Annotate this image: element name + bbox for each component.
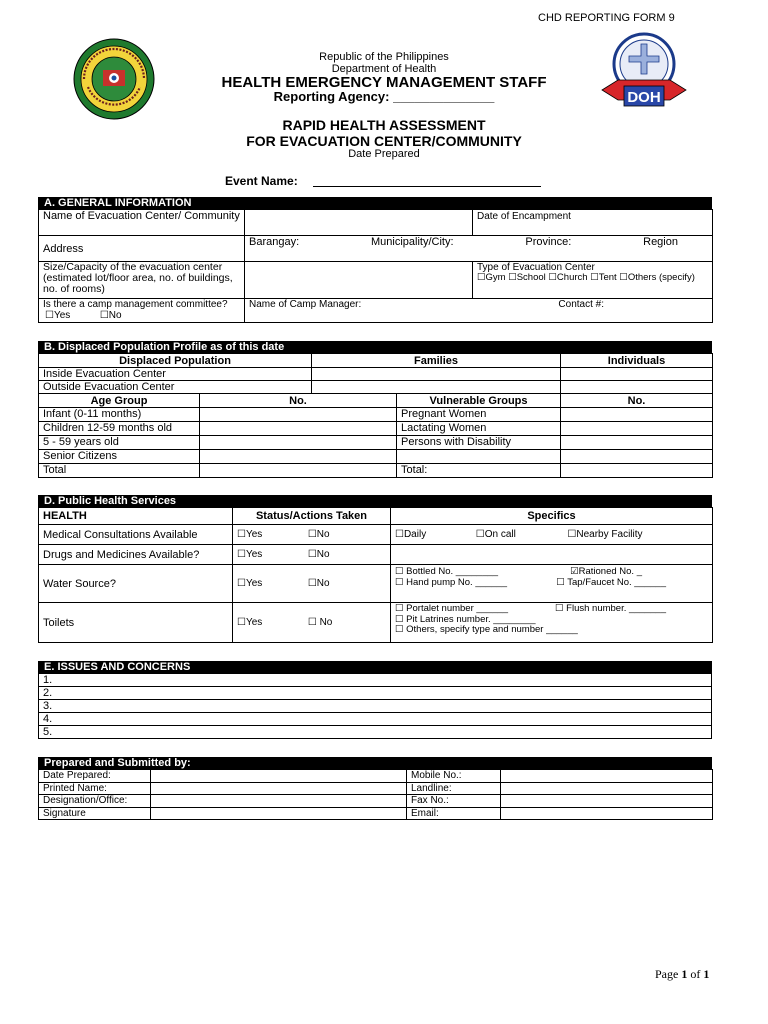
col-families: Families — [312, 354, 561, 368]
size-capacity-field[interactable] — [245, 262, 473, 299]
header-republic: Republic of the Philippines — [319, 51, 449, 63]
mobile-label: Mobile No.: — [407, 770, 501, 783]
col-health: HEALTH — [39, 508, 233, 525]
section-issues-concerns — [38, 661, 712, 739]
email-label: Email: — [407, 807, 501, 820]
on-call-checkbox[interactable]: ☐On call — [475, 528, 516, 540]
barangay-label: Barangay: — [249, 236, 300, 248]
vulnerable-row-field[interactable] — [561, 408, 713, 422]
age-row-field[interactable] — [200, 422, 397, 436]
page-of: of — [687, 967, 704, 981]
vulnerable-row-field[interactable] — [561, 436, 713, 450]
size-capacity-label: Size/Capacity of the evacuation center (estimated lot/floor area, no. of buildings, no. of rooms) — [39, 262, 245, 299]
form-code: CHD REPORTING FORM 9 — [538, 12, 675, 24]
committee-no-checkbox[interactable]: ☐No — [99, 310, 122, 321]
address-field[interactable] — [245, 236, 713, 262]
municipality-label: Municipality/City: — [371, 236, 454, 248]
bottled-checkbox[interactable]: ☐ Bottled No. ________ — [395, 566, 499, 577]
water-yes-checkbox[interactable]: ☐Yes — [237, 577, 263, 589]
daily-checkbox[interactable]: ☐Daily — [395, 528, 427, 540]
type-evac-center-options[interactable]: ☐Gym ☐School ☐Church ☐Tent ☐Others (specify) — [477, 272, 695, 283]
vulnerable-row-field[interactable] — [561, 450, 713, 464]
contact-label: Contact #: — [558, 299, 604, 310]
vulnerable-row-field[interactable] — [561, 422, 713, 436]
col-status-actions: Status/Actions Taken — [233, 508, 391, 525]
drugs-yes-checkbox[interactable]: ☐Yes — [237, 548, 263, 560]
doh-logo-text: DOH — [627, 89, 661, 106]
tap-faucet-checkbox[interactable]: ☐ Tap/Faucet No. ______ — [556, 576, 666, 588]
designation-label: Designation/Office: — [39, 795, 151, 808]
evac-center-name-label: Name of Evacuation Center/ Community — [39, 210, 245, 236]
col-age-no: No. — [200, 394, 397, 408]
evac-center-name-field[interactable] — [245, 210, 473, 236]
portalet-checkbox[interactable]: ☐ Portalet number ______ — [395, 603, 509, 614]
age-row-field[interactable] — [200, 450, 397, 464]
outside-individuals-field[interactable] — [561, 381, 713, 394]
section-prepared-by — [38, 757, 712, 820]
reporting-agency-field[interactable]: Reporting Agency: ______________ — [273, 89, 495, 104]
nearby-facility-checkbox[interactable]: ☐Nearby Facility — [567, 528, 643, 540]
section-general-information — [38, 197, 712, 323]
drugs-medicines-label: Drugs and Medicines Available? — [39, 545, 233, 565]
rationed-checkbox[interactable]: ☑Rationed No. _ — [570, 566, 642, 577]
inside-individuals-field[interactable] — [561, 368, 713, 381]
vulnerable-row-label: Pregnant Women — [397, 408, 561, 422]
mobile-field[interactable] — [501, 770, 713, 783]
fax-field[interactable] — [501, 795, 713, 808]
committee-question-cell — [39, 299, 245, 323]
others-checkbox[interactable]: ☐ Others, specify type and number ______ — [395, 624, 578, 635]
issue-line[interactable]: 2. — [39, 687, 712, 700]
outside-evac-label: Outside Evacuation Center — [39, 381, 312, 394]
signature-field[interactable] — [151, 807, 407, 820]
page-current: 1 — [681, 967, 688, 981]
issue-line[interactable]: 1. — [39, 674, 712, 687]
header-staff: HEALTH EMERGENCY MANAGEMENT STAFF — [221, 74, 547, 91]
pit-latrines-checkbox[interactable]: ☐ Pit Latrines number. ________ — [395, 613, 536, 625]
fax-label: Fax No.: — [407, 795, 501, 808]
prepared-date-field[interactable] — [151, 770, 407, 783]
event-name-label: Event Name: — [225, 174, 298, 188]
drugs-specifics-field[interactable] — [391, 545, 713, 565]
type-evac-center-label: Type of Evacuation Center — [477, 262, 595, 273]
email-field[interactable] — [501, 807, 713, 820]
medical-consultations-label: Medical Consultations Available — [39, 525, 233, 545]
col-displaced-population: Displaced Population — [39, 354, 312, 368]
hand-pump-checkbox[interactable]: ☐ Hand pump No. ______ — [395, 576, 508, 588]
province-label: Province: — [525, 236, 572, 248]
water-no-checkbox[interactable]: ☐No — [307, 577, 330, 589]
landline-field[interactable] — [501, 782, 713, 795]
form-title-line1: RAPID HEALTH ASSESSMENT — [282, 117, 486, 133]
age-row-label: 5 - 59 years old — [39, 436, 200, 450]
region-label: Region — [643, 236, 678, 248]
inside-families-field[interactable] — [312, 368, 561, 381]
printed-name-label: Printed Name: — [39, 782, 151, 795]
age-total-field[interactable] — [200, 464, 397, 478]
prepared-title: Prepared and Submitted by: — [38, 757, 712, 769]
age-total-label: Total — [39, 464, 200, 478]
outside-families-field[interactable] — [312, 381, 561, 394]
section-e-title: E. ISSUES AND CONCERNS — [38, 661, 712, 673]
page-number — [655, 967, 709, 982]
landline-label: Landline: — [407, 782, 501, 795]
camp-manager-label: Name of Camp Manager: — [249, 299, 362, 310]
committee-question: Is there a camp management committee? — [43, 299, 228, 310]
vulnerable-total-label: Total: — [397, 464, 561, 478]
issue-line[interactable]: 3. — [39, 700, 712, 713]
form-title-line2: FOR EVACUATION CENTER/COMMUNITY — [246, 133, 522, 149]
age-row-label: Children 12-59 months old — [39, 422, 200, 436]
camp-manager-cell[interactable] — [245, 299, 713, 323]
col-vulnerable-no: No. — [561, 394, 713, 408]
inside-evac-label: Inside Evacuation Center — [39, 368, 312, 381]
med-consult-no-checkbox[interactable]: ☐No — [307, 528, 330, 540]
section-displaced-population — [38, 341, 712, 478]
date-prepared-label: Date Prepared — [348, 148, 420, 160]
age-row-field[interactable] — [200, 436, 397, 450]
date-encampment-label: Date of Encampment — [477, 211, 571, 222]
col-individuals: Individuals — [561, 354, 713, 368]
vulnerable-total-field[interactable] — [561, 464, 713, 478]
col-age-group: Age Group — [39, 394, 200, 408]
issue-line[interactable]: 5. — [39, 726, 712, 739]
event-name-field[interactable] — [313, 186, 541, 187]
toilets-no-checkbox[interactable]: ☐ No — [307, 616, 333, 628]
header-department: Department of Health — [331, 63, 437, 75]
printed-name-field[interactable] — [151, 782, 407, 795]
col-vulnerable-groups: Vulnerable Groups — [397, 394, 561, 408]
age-row-label: Infant (0-11 months) — [39, 408, 200, 422]
col-specifics: Specifics — [391, 508, 713, 525]
date-encampment-cell[interactable] — [473, 210, 713, 236]
section-b-title: B. Displaced Population Profile as of this date — [38, 341, 712, 353]
section-a-title: A. GENERAL INFORMATION — [38, 197, 712, 209]
issue-line[interactable]: 4. — [39, 713, 712, 726]
age-row-field[interactable] — [200, 408, 397, 422]
section-public-health-services — [38, 495, 712, 643]
page-prefix: Page — [655, 967, 682, 981]
drugs-no-checkbox[interactable]: ☐No — [307, 548, 330, 560]
designation-field[interactable] — [151, 795, 407, 808]
vulnerable-row-label — [397, 450, 561, 464]
signature-label: Signature — [39, 807, 151, 820]
type-evac-center-cell[interactable] — [473, 262, 713, 299]
committee-yes-checkbox[interactable]: ☐Yes — [45, 310, 71, 321]
section-d-title: D. Public Health Services — [38, 495, 712, 507]
flush-checkbox[interactable]: ☐ Flush number. _______ — [555, 603, 666, 614]
vulnerable-row-label: Lactating Women — [397, 422, 561, 436]
address-label: Address — [39, 236, 245, 262]
med-consult-yes-checkbox[interactable]: ☐Yes — [237, 528, 263, 540]
toilets-label: Toilets — [39, 603, 233, 643]
vulnerable-row-label: Persons with Disability — [397, 436, 561, 450]
water-source-label: Water Source? — [39, 565, 233, 603]
toilets-yes-checkbox[interactable]: ☐Yes — [237, 616, 263, 628]
page-total: 1 — [703, 967, 710, 981]
prepared-date-label: Date Prepared: — [39, 770, 151, 783]
age-row-label: Senior Citizens — [39, 450, 200, 464]
